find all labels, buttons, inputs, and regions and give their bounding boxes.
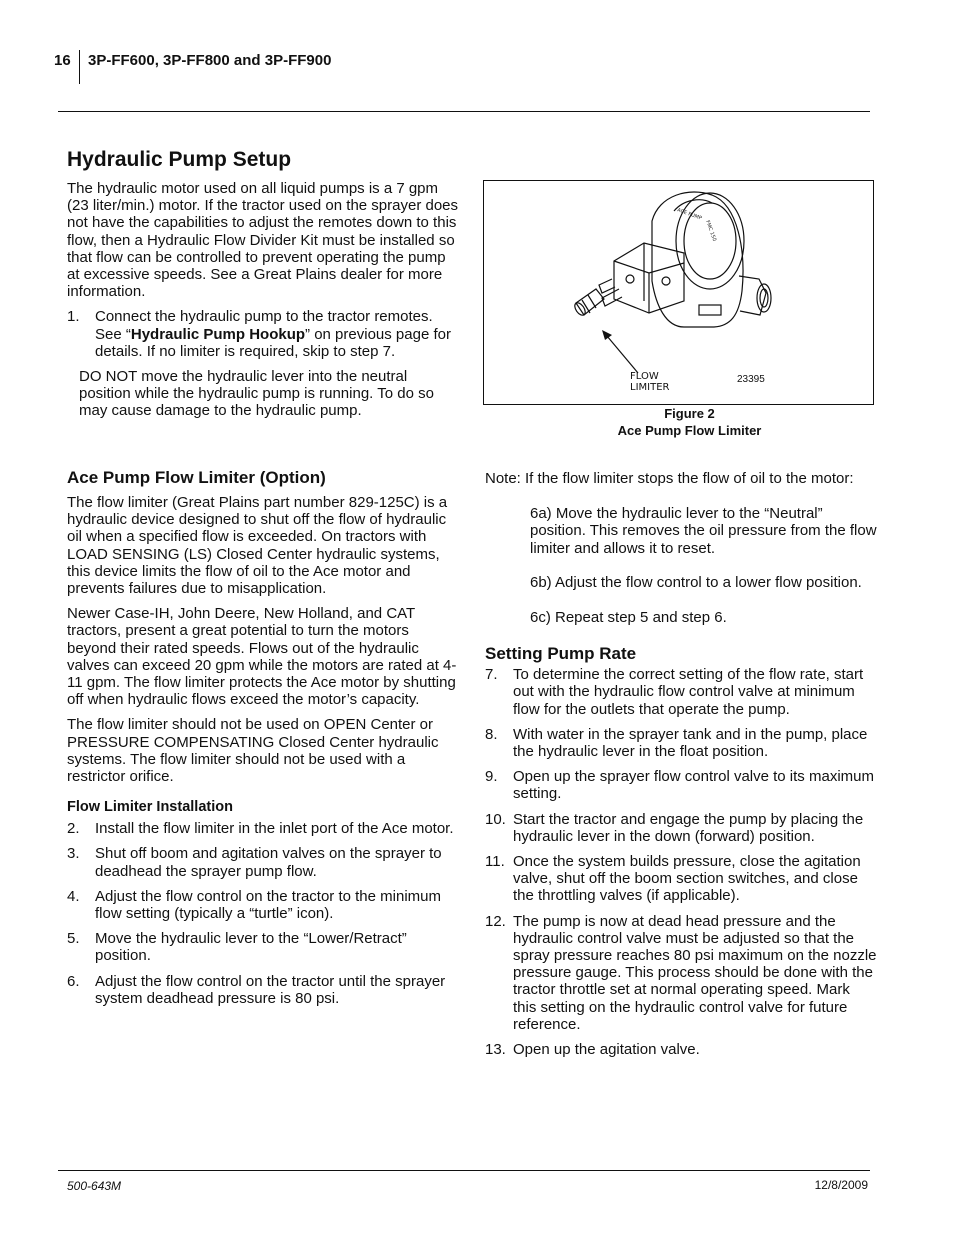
step-1 bbox=[67, 308, 459, 360]
header-divider bbox=[79, 50, 80, 84]
limiter-paragraph-2: Newer Case-IH, John Deere, New Holland, and CAT tractors, present a great potential to turn the motors beyond their rated speeds. Flows out of the hydraulic valves can exceed 20 gpm while the motors are rated at 4-11 gpm. The flow limiter protects the Ace motor by shutting off when hydraulic flows exceed the motor’s capacity. bbox=[67, 605, 457, 709]
step-text: Open up the agitation valve. bbox=[513, 1041, 700, 1059]
step-number: 8. bbox=[485, 725, 498, 743]
note-steps bbox=[485, 505, 877, 626]
step-12 bbox=[485, 913, 877, 1033]
step-13 bbox=[485, 1041, 877, 1058]
step-number: 13. bbox=[485, 1041, 506, 1059]
step-3 bbox=[67, 845, 459, 879]
flow-limiter-callout bbox=[630, 371, 669, 393]
note-6c: 6c) Repeat step 5 and step 6. bbox=[530, 609, 727, 627]
step-number: 5. bbox=[67, 930, 80, 948]
step-1-text-post: ” on previous page for details. If no limiter is required, skip to step 7. bbox=[95, 325, 451, 360]
section-heading: Hydraulic Pump Setup bbox=[67, 148, 292, 171]
step-text: Adjust the flow control on the tractor to the minimum flow setting (typically a “turtle” icon). bbox=[95, 887, 441, 923]
intro-paragraph: The hydraulic motor used on all liquid pumps is a 7 gpm (23 liter/min.) motor. If the tractor used on the sprayer does not have the capabilities to adjust the remotes down to this flow, then a Hydraulic Flow Divider Kit must be installed so that flow can be controlled to prevent operating the pump at excessive speeds. See a Great Plains dealer for more information. bbox=[67, 180, 459, 301]
page-number: 16 bbox=[54, 52, 71, 69]
left-column-top bbox=[67, 148, 459, 420]
step-text: Adjust the flow control on the tractor until the sprayer system deadhead pressure is 80 psi. bbox=[95, 972, 446, 1007]
step-text: Move the hydraulic lever to the “Lower/Retract” position. bbox=[95, 930, 407, 965]
limiter-paragraph-1: The flow limiter (Great Plains part number 829-125C) is a hydraulic device designed to shut off the flow of hydraulic oil when a specified flow is exceeded. On tractors with LOAD SENSING (LS) Closed Center hydraulic systems, this device limits the flow of oil to the Ace motor and prevents failures due to misapplication. bbox=[67, 494, 448, 598]
footer-doc-number: 500-643M bbox=[67, 1179, 122, 1193]
step-number: 11. bbox=[485, 853, 505, 871]
step-text: To determine the correct setting of the flow rate, start out with the hydraulic flow control valve at minimum flow for the outlets that operate the pump. bbox=[513, 666, 864, 718]
note-6a: 6a) Move the hydraulic lever to the “Neutral” position. This removes the oil pressure from the flow limiter and allows it to reset. bbox=[530, 505, 877, 557]
step-number: 3. bbox=[67, 845, 80, 863]
step-number: 4. bbox=[67, 887, 80, 905]
step-number: 7. bbox=[485, 666, 498, 684]
step-11 bbox=[485, 853, 877, 905]
step-text: Shut off boom and agitation valves on the sprayer to deadhead the sprayer pump flow. bbox=[95, 845, 442, 880]
step-6 bbox=[67, 973, 459, 1007]
step-number: 2. bbox=[67, 820, 80, 838]
step-7 bbox=[485, 666, 877, 718]
note-6b: 6b) Adjust the flow control to a lower flow position. bbox=[530, 573, 862, 591]
step-number: 12. bbox=[485, 912, 506, 930]
note-intro: Note: If the flow limiter stops the flow of oil to the motor: bbox=[485, 470, 854, 487]
step-text: Once the system builds pressure, close the agitation valve, shut off the boom section switches, and close the throttling valves (if applicable). bbox=[513, 853, 861, 905]
step-8 bbox=[485, 726, 877, 760]
step-number: 10. bbox=[485, 810, 506, 828]
step-text: Open up the sprayer flow control valve to its maximum setting. bbox=[513, 768, 874, 803]
limiter-paragraph-3: The flow limiter should not be used on OPEN Center or PRESSURE COMPENSATING Closed Center hydraulic systems. The flow limiter should not be used with a restrictor orifice. bbox=[67, 716, 439, 786]
warning-paragraph: DO NOT move the hydraulic lever into the neutral position while the hydraulic pump is running. To do so may cause damage to the hydraulic pump. bbox=[79, 368, 434, 420]
step-text: Start the tractor and engage the pump by placing the hydraulic lever in the down (forward) position. bbox=[513, 810, 864, 845]
step-5 bbox=[67, 930, 459, 964]
header-rule bbox=[58, 111, 870, 112]
install-heading: Flow Limiter Installation bbox=[67, 799, 233, 816]
step-10 bbox=[485, 811, 877, 845]
step-9 bbox=[485, 768, 877, 802]
step-1-link-text: Hydraulic Pump Hookup bbox=[130, 325, 306, 343]
step-number: 6. bbox=[67, 972, 80, 990]
left-column-bottom bbox=[67, 468, 459, 1015]
svg-text:ACE PUMP: ACE PUMP bbox=[676, 207, 703, 222]
step-text: With water in the sprayer tank and in the pump, place the hydraulic lever in the float position. bbox=[513, 725, 868, 761]
step-text: The pump is now at dead head pressure and the hydraulic control valve must be adjusted so that the spray pressure reaches 80 psi maximum on the nozzle pressure gauge. This process should be done with the tractor throttle set at normal operating speed. Mark this setting on the hydraulic control valve for future reference. bbox=[513, 912, 877, 1033]
figure-part-number: 23395 bbox=[737, 374, 765, 385]
callout-line-2: LIMITER bbox=[630, 382, 670, 393]
step-1-text-pre: Connect the hydraulic pump to the tractor remotes. See “ bbox=[95, 308, 433, 343]
callout-line-1: FLOW bbox=[630, 371, 659, 382]
setting-pump-rate-heading: Setting Pump Rate bbox=[485, 644, 637, 664]
figure-box bbox=[483, 180, 874, 405]
figure-caption bbox=[483, 405, 896, 439]
figure-title: Ace Pump Flow Limiter bbox=[617, 423, 762, 438]
step-4 bbox=[67, 888, 459, 922]
subsection-heading: Ace Pump Flow Limiter (Option) bbox=[67, 468, 326, 487]
step-number: 9. bbox=[485, 768, 498, 786]
footer-rule bbox=[58, 1170, 870, 1171]
figure-number: Figure 2 bbox=[664, 406, 715, 421]
step-2 bbox=[67, 820, 459, 837]
step-text: Install the flow limiter in the inlet port of the Ace motor. bbox=[95, 820, 454, 838]
header-title: 3P-FF600, 3P-FF800 and 3P-FF900 bbox=[88, 52, 332, 69]
pump-illustration bbox=[484, 181, 873, 404]
step-number: 1. bbox=[67, 308, 80, 326]
svg-text:FMC 150: FMC 150 bbox=[704, 219, 718, 243]
footer-date: 12/8/2009 bbox=[814, 1178, 868, 1192]
right-column bbox=[485, 470, 877, 1066]
